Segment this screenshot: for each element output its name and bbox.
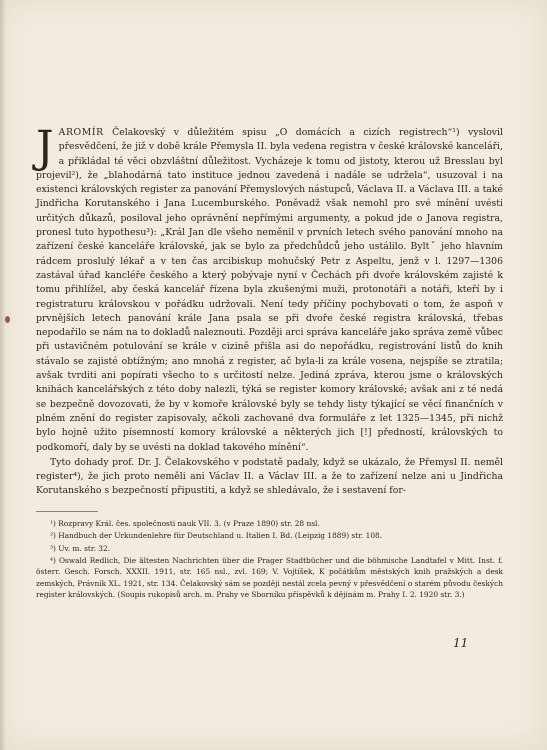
footnote-rule [36, 511, 98, 512]
footnote-3: ³) Uv. m. str. 32. [50, 543, 111, 553]
lead-caps: AROMÍR [58, 127, 104, 138]
paragraph-1 [36, 122, 503, 455]
footnote-4: ⁴) Oswald Redlich, Die ältesten Nachrichten über die Prager Stadtbücher und die böhmische Landtafel v Mitt. Inst. f. österr. Gesch. Forsch. XXXII. 1911, str. 165 nsl., zvl. 169; V. Vojtíšek, K počátkům městských knih pražských a desk zemských, Právník XL. 1921, str. 134. Čelakovský sám se později nestál zcela pevný v přesvědčení o starém původu českých register královských. (Soupis rukopisů arch. m. Prahy ve Sborníku příspěvků k dějinám m. Prahy I. 2. 1920 str. 3.) [36, 555, 503, 600]
ink-spot [5, 316, 10, 323]
footnotes [36, 518, 503, 601]
drop-cap: J [36, 122, 54, 173]
footnote-2: ²) Handbuch der Urkundenlehre für Deutschland u. Italien I. Bd. (Leipzig 1889) str. 108. [50, 531, 383, 541]
page-number: 11 [453, 636, 469, 650]
text-block [36, 122, 503, 602]
footnote-1: ¹) Rozpravy Král. čes. společnosti nauk VII. 3. (v Praze 1890) str. 28 nsl. [50, 518, 320, 528]
paragraph-2: Tyto dohady prof. Dr. J. Čelakovského v podstatě padaly, když se ukázalo, že Přemysl II. neměl register⁴), že jich proto neměli ani Václav II. a Václav III. a že to zařízení nelze ani u Jindřicha Korutanského s bezpečností připustiti, a když se shledávalo, že i sestavení for- [36, 456, 503, 497]
paragraph-1-text: Čelakovský v důležitém spisu „O domácích a cizích registrech“¹) vyslovil přesvědčení, že již v době krále Přemysla II. byla vedena registra v české královské kanceláři, a přikládal té věci obzvláštní důležitost. Vycházeje k tomu od jistoty, kterou už Bresslau byl projevil²), že „blahodárná tato instituce jednou zavedená i nadále se udržela“, usuzoval i na existenci královských register za panování Přemyslových nástupců, Václava II. a Václava III. a také Jindřicha Korutanského i Jana Lucemburského. Poněvadž však nemohl pro své mínění uvésti určitých důkazů, posiloval jeho oprávnění nepřímými argumenty, a pokud jde o Janova registra, pronesl tuto hypothesu³): „Král Jan dle všeho neměnil v prvních letech svého panování mnoho na zařízení české kanceláře královské, jak se bylo za předchůdců jeho ustálilo. Byltˇ jeho hlavním rádcem proslulý lékař a v ten čas arcibiskup mohučský Petr z Aspeltu, jenž v l. 1297—1306 zastával úřad kancléře českého a který pobývaje nyní v Čechách při dvoře královském zajisté k tomu přihlížel, aby česká kancelář řízena byla zkušenými muži, protonotáři a notáři, kteří by i registraturu královskou v pořádku udržovali. Není tedy příčiny pochybovati o tom, že aspoň v prvnějších letech panování krále Jana psala se při dvoře české registra královská, třebas nepodařilo se nám na to dokladů naleznouti. Později arci správa kanceláře jako správa země vůbec při ustavičném potulování se krále v cizině přišla asi do nepořádku, registrování listů do knih stávalo se zajisté obtížným; ano mnohá z register, ač byla-li za krále vosena, nejspíše se ztratila; avšak tvrditi ani popírati všecho to s určitostí nelze. Jediná zpráva, kterou jsme o královských knihách kancelářských z této doby nalezli, týká se register komory královské; avšak ani z té nedá se bezpečně dovozovati, že by v komoře královské byly se tehdy listy týkající se věcí finančních v plném znění do register zapisovaly, ačkoli zachované dva formuláře z let 1325—1345, při nichž bylo hojně užito písemností komory královské a některých jich [!] předností, královských to podkomoří, daly by se uvésti na doklad takového mínění“. [36, 127, 503, 453]
